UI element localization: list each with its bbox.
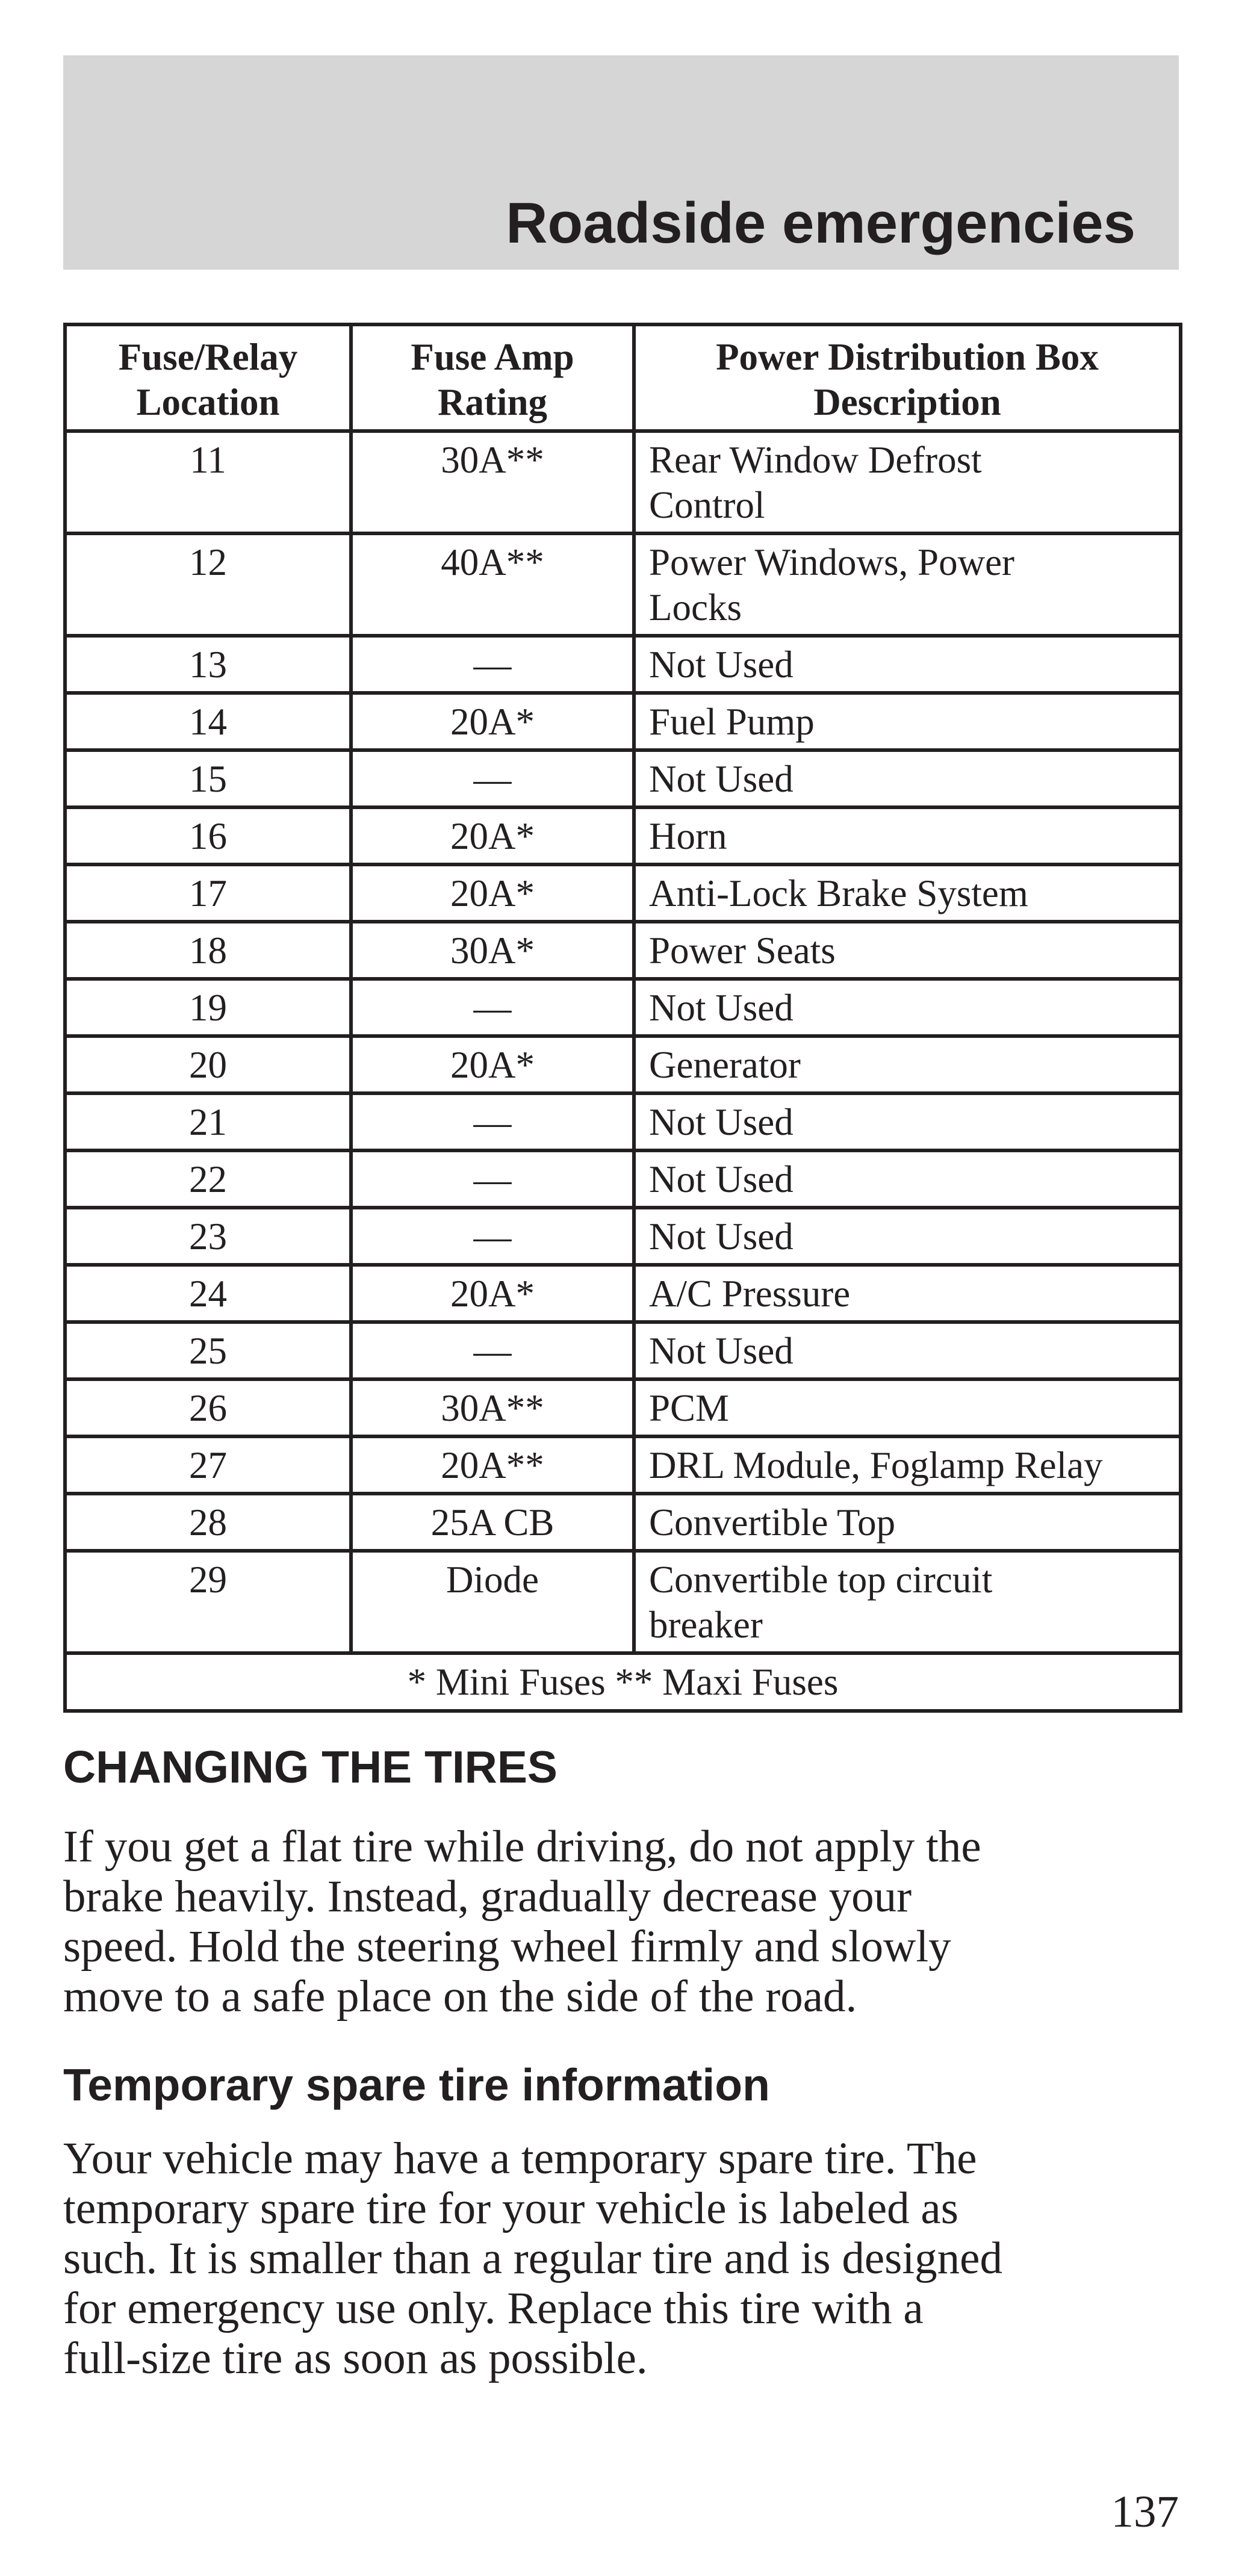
cell-description bbox=[634, 1379, 1181, 1436]
cell-amp-rating: — bbox=[351, 1322, 634, 1379]
table-row bbox=[65, 864, 1181, 922]
cell-description bbox=[634, 807, 1181, 864]
cell-amp-rating: 40A** bbox=[351, 533, 634, 636]
spare-tire-paragraph bbox=[63, 2134, 1189, 2383]
cell-location: 19 bbox=[65, 979, 351, 1036]
paragraph-line: full-size tire as soon as possible. bbox=[63, 2333, 648, 2383]
cell-location: 26 bbox=[65, 1379, 351, 1436]
description-line: Convertible Top bbox=[649, 1501, 896, 1544]
description-line: Not Used bbox=[649, 758, 794, 800]
cell-description bbox=[634, 1036, 1181, 1093]
cell-location: 14 bbox=[65, 693, 351, 750]
cell-amp-rating: — bbox=[351, 750, 634, 807]
paragraph-line: speed. Hold the steering wheel firmly and slowly bbox=[63, 1922, 951, 1972]
description-line: Power Seats bbox=[649, 930, 836, 972]
page-title: Roadside emergencies bbox=[506, 191, 1135, 256]
table-row bbox=[65, 1265, 1181, 1322]
description-line: Not Used bbox=[649, 987, 794, 1029]
cell-description bbox=[634, 1150, 1181, 1208]
cell-amp-rating: 30A* bbox=[351, 922, 634, 979]
cell-amp-rating: — bbox=[351, 1093, 634, 1150]
cell-description bbox=[634, 1093, 1181, 1150]
cell-amp-rating: 20A** bbox=[351, 1436, 634, 1494]
header-amp-line-1: Fuse Amp bbox=[411, 335, 574, 378]
table-row bbox=[65, 1494, 1181, 1551]
cell-amp-rating: 20A* bbox=[351, 1036, 634, 1093]
description-line: DRL Module, Foglamp Relay bbox=[649, 1444, 1103, 1486]
cell-amp-rating: 20A* bbox=[351, 1265, 634, 1322]
cell-description bbox=[634, 750, 1181, 807]
table-row bbox=[65, 693, 1181, 750]
header-band bbox=[63, 55, 1179, 270]
cell-location: 17 bbox=[65, 864, 351, 922]
cell-description bbox=[634, 1265, 1181, 1322]
paragraph-line: brake heavily. Instead, gradually decrease your bbox=[63, 1872, 912, 1922]
cell-amp-rating: Diode bbox=[351, 1551, 634, 1653]
description-line: Rear Window Defrost bbox=[649, 439, 982, 481]
cell-location: 15 bbox=[65, 750, 351, 807]
cell-amp-rating: 30A** bbox=[351, 1379, 634, 1436]
table-row bbox=[65, 1322, 1181, 1379]
cell-amp-rating: 20A* bbox=[351, 693, 634, 750]
cell-location: 23 bbox=[65, 1208, 351, 1265]
cell-amp-rating: — bbox=[351, 1150, 634, 1208]
cell-amp-rating: 25A CB bbox=[351, 1494, 634, 1551]
description-line: Not Used bbox=[649, 1101, 794, 1143]
paragraph-line: Your vehicle may have a temporary spare tire. The bbox=[63, 2134, 977, 2183]
cell-location: 11 bbox=[65, 431, 351, 533]
section-heading-changing-tires: CHANGING THE TIRES bbox=[63, 1742, 557, 1792]
table-row bbox=[65, 1036, 1181, 1093]
header-location-line-2: Location bbox=[136, 380, 280, 423]
cell-description bbox=[634, 636, 1181, 693]
description-line: Convertible top circuit bbox=[649, 1559, 993, 1601]
description-line: PCM bbox=[649, 1387, 730, 1429]
table-row bbox=[65, 1208, 1181, 1265]
description-line: Not Used bbox=[649, 1330, 794, 1372]
fuse-table bbox=[63, 323, 1182, 1713]
table-footnote-row bbox=[65, 1653, 1181, 1711]
header-description-line-2: Description bbox=[813, 380, 1001, 423]
changing-tires-paragraph bbox=[63, 1822, 1189, 2022]
subsection-heading-spare-tire: Temporary spare tire information bbox=[63, 2059, 770, 2110]
header-amp-line-2: Rating bbox=[437, 380, 548, 423]
cell-description bbox=[634, 1551, 1181, 1653]
table-row bbox=[65, 1551, 1181, 1653]
cell-amp-rating: — bbox=[351, 979, 634, 1036]
table-row bbox=[65, 807, 1181, 864]
cell-location: 27 bbox=[65, 1436, 351, 1494]
cell-location: 18 bbox=[65, 922, 351, 979]
paragraph-line: temporary spare tire for your vehicle is labeled as bbox=[63, 2183, 958, 2233]
cell-amp-rating: 20A* bbox=[351, 864, 634, 922]
cell-location: 16 bbox=[65, 807, 351, 864]
description-line: Not Used bbox=[649, 1215, 794, 1258]
cell-description bbox=[634, 922, 1181, 979]
table-row bbox=[65, 922, 1181, 979]
cell-description bbox=[634, 1494, 1181, 1551]
table-row bbox=[65, 1093, 1181, 1150]
cell-amp-rating: — bbox=[351, 1208, 634, 1265]
cell-location: 12 bbox=[65, 533, 351, 636]
cell-description bbox=[634, 1322, 1181, 1379]
table-footnote: * Mini Fuses ** Maxi Fuses bbox=[65, 1653, 1181, 1711]
cell-description bbox=[634, 533, 1181, 636]
cell-amp-rating: 30A** bbox=[351, 431, 634, 533]
header-location bbox=[65, 324, 351, 431]
cell-description bbox=[634, 979, 1181, 1036]
cell-description bbox=[634, 1436, 1181, 1494]
cell-location: 21 bbox=[65, 1093, 351, 1150]
paragraph-line: for emergency use only. Replace this tire with a bbox=[63, 2283, 924, 2333]
table-row bbox=[65, 431, 1181, 533]
header-description bbox=[634, 324, 1181, 431]
description-line: Horn bbox=[649, 815, 727, 857]
cell-amp-rating: 20A* bbox=[351, 807, 634, 864]
table-row bbox=[65, 1379, 1181, 1436]
description-line: breaker bbox=[649, 1604, 763, 1646]
description-line: Control bbox=[649, 484, 765, 526]
description-line: Not Used bbox=[649, 644, 794, 686]
page-number: 137 bbox=[1111, 2487, 1179, 2537]
cell-location: 24 bbox=[65, 1265, 351, 1322]
header-amp-rating bbox=[351, 324, 634, 431]
description-line: A/C Pressure bbox=[649, 1273, 851, 1315]
table-row bbox=[65, 1436, 1181, 1494]
description-line: Not Used bbox=[649, 1158, 794, 1200]
cell-location: 29 bbox=[65, 1551, 351, 1653]
cell-location: 22 bbox=[65, 1150, 351, 1208]
cell-description bbox=[634, 1208, 1181, 1265]
table-header-row bbox=[65, 324, 1181, 431]
fuse-table-body bbox=[65, 431, 1181, 1653]
cell-description bbox=[634, 693, 1181, 750]
cell-location: 28 bbox=[65, 1494, 351, 1551]
table-row bbox=[65, 533, 1181, 636]
cell-location: 25 bbox=[65, 1322, 351, 1379]
cell-description bbox=[634, 864, 1181, 922]
paragraph-line: move to a safe place on the side of the road. bbox=[63, 1972, 857, 2022]
table-row bbox=[65, 979, 1181, 1036]
header-description-line-1: Power Distribution Box bbox=[716, 335, 1099, 378]
cell-amp-rating: — bbox=[351, 636, 634, 693]
description-line: Power Windows, Power bbox=[649, 541, 1015, 583]
table-row bbox=[65, 1150, 1181, 1208]
table-row bbox=[65, 636, 1181, 693]
description-line: Fuel Pump bbox=[649, 701, 815, 743]
description-line: Anti-Lock Brake System bbox=[649, 872, 1028, 914]
paragraph-line: such. It is smaller than a regular tire and is designed bbox=[63, 2233, 1002, 2283]
description-line: Locks bbox=[649, 586, 742, 628]
table-row bbox=[65, 750, 1181, 807]
paragraph-line: If you get a flat tire while driving, do not apply the bbox=[63, 1822, 981, 1872]
header-location-line-1: Fuse/Relay bbox=[118, 335, 298, 378]
description-line: Generator bbox=[649, 1044, 801, 1086]
cell-location: 13 bbox=[65, 636, 351, 693]
cell-location: 20 bbox=[65, 1036, 351, 1093]
cell-description bbox=[634, 431, 1181, 533]
